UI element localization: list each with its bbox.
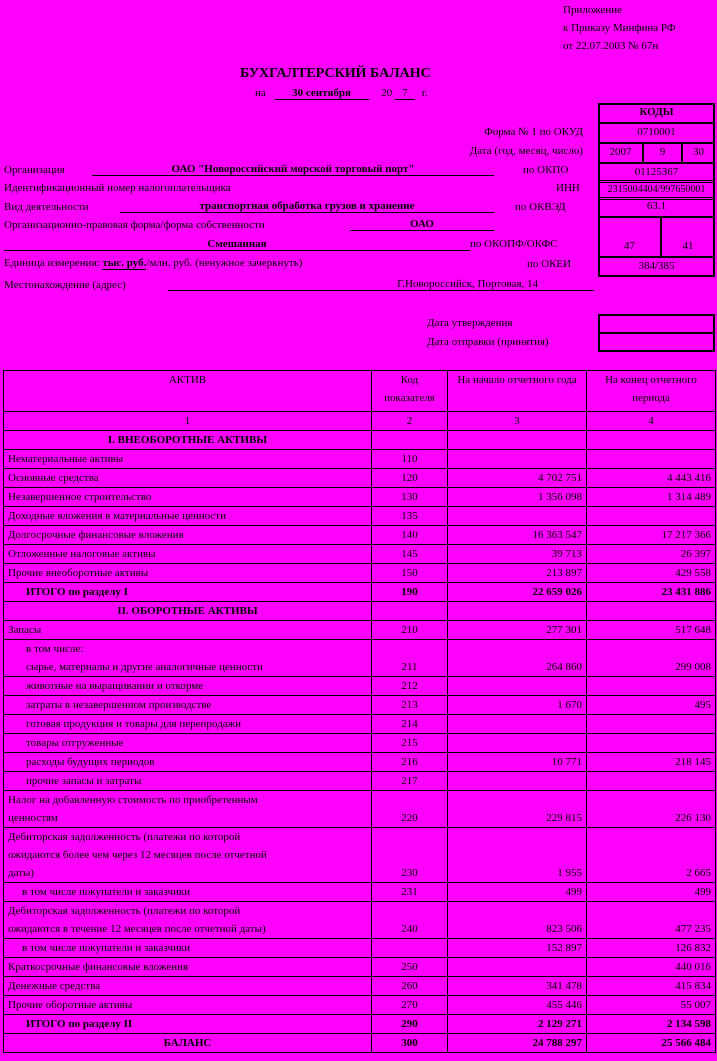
row-name-line: Налог на добавленную стоимость по приобретенным bbox=[8, 794, 258, 806]
row-code: 290 bbox=[372, 1015, 448, 1034]
sent-box bbox=[598, 332, 715, 352]
row-end-value: 2 134 598 bbox=[587, 1015, 716, 1034]
section-2-title: II. ОБОРОТНЫЕ АКТИВЫ bbox=[4, 602, 372, 621]
table-row bbox=[4, 1034, 716, 1053]
row-end-value bbox=[587, 507, 716, 526]
row-code bbox=[372, 939, 448, 958]
row-name-line: товары отгруженные bbox=[26, 737, 124, 749]
table-row bbox=[4, 545, 716, 564]
row-code: 190 bbox=[372, 583, 448, 602]
table-row bbox=[4, 564, 716, 583]
table-row bbox=[4, 791, 716, 828]
row-start-value: 16 363 547 bbox=[448, 526, 587, 545]
row-code: 270 bbox=[372, 996, 448, 1015]
row-name-line: готовая продукция и товары для перепродажи bbox=[26, 718, 242, 730]
colnum-2: 2 bbox=[372, 412, 448, 431]
colnum-3: 3 bbox=[448, 412, 587, 431]
table-row bbox=[4, 696, 716, 715]
approval-line-3: от 22.07.2003 № 67н bbox=[563, 40, 659, 52]
row-name-line: Нематериальные активы bbox=[8, 453, 124, 465]
okopf-label: по ОКОПФ/ОКФС bbox=[470, 238, 558, 250]
header-end: На конец отчетного периода bbox=[587, 371, 716, 412]
table-row bbox=[4, 939, 716, 958]
approval-line-2: к Приказу Минфина РФ bbox=[563, 22, 676, 34]
row-name bbox=[4, 902, 372, 939]
okfs-code: 41 bbox=[661, 217, 715, 257]
row-start-value bbox=[448, 677, 587, 696]
row-name bbox=[4, 883, 372, 902]
row-name bbox=[4, 488, 372, 507]
section-1-code bbox=[372, 431, 448, 450]
row-start-value: 1 670 bbox=[448, 696, 587, 715]
okpo-label: по ОКПО bbox=[523, 164, 569, 176]
row-code: 135 bbox=[372, 507, 448, 526]
row-end-value: 4 443 416 bbox=[587, 469, 716, 488]
row-name bbox=[4, 996, 372, 1015]
activity-label: Вид деятельности bbox=[4, 201, 89, 213]
row-start-value: 10 771 bbox=[448, 753, 587, 772]
row-name-line: Денежные средства bbox=[8, 980, 101, 992]
unit-label-post: /млн. руб. (ненужное зачеркнуть) bbox=[146, 257, 303, 269]
row-name-line: Основные средства bbox=[8, 472, 99, 484]
row-end-value bbox=[587, 677, 716, 696]
row-name bbox=[4, 1015, 372, 1034]
row-name-line: прочие запасы и затраты bbox=[26, 775, 142, 787]
table-row bbox=[4, 621, 716, 640]
unit-line bbox=[4, 257, 302, 269]
inn-label-long: Идентификационный номер налогоплательщика bbox=[4, 182, 231, 194]
report-year: 7 bbox=[395, 87, 415, 100]
row-name-line: БАЛАНС bbox=[163, 1037, 212, 1049]
header-start: На начало отчетного года bbox=[448, 371, 587, 412]
row-end-value: 25 566 484 bbox=[587, 1034, 716, 1053]
address-text: Г.Новороссийск, Портовая, 14 bbox=[397, 278, 538, 290]
row-start-value: 1 356 098 bbox=[448, 488, 587, 507]
row-start-value: 1 955 bbox=[448, 828, 587, 883]
row-start-value: 499 bbox=[448, 883, 587, 902]
table-row bbox=[4, 753, 716, 772]
okved-code: 63.1 bbox=[598, 197, 715, 217]
date-day-code: 30 bbox=[682, 143, 715, 163]
table-row bbox=[4, 677, 716, 696]
row-code: 250 bbox=[372, 958, 448, 977]
date-prefix: на bbox=[255, 87, 266, 99]
row-code: 211 bbox=[372, 640, 448, 677]
row-start-value bbox=[448, 450, 587, 469]
org-value: ОАО "Новороссийский морской торговый порт" bbox=[92, 163, 494, 176]
row-name-line: в том числе: bbox=[26, 643, 84, 655]
row-name-line: животные на выращивании и откорме bbox=[26, 680, 204, 692]
row-start-value: 277 301 bbox=[448, 621, 587, 640]
legal-form-label: Организационно-правовая форма/форма собственности bbox=[4, 219, 265, 231]
section-row bbox=[4, 602, 716, 621]
row-name-line: ожидаются более чем через 12 месяцев после отчетной bbox=[8, 849, 267, 861]
unit-label-pre: Единица измерения: bbox=[4, 257, 100, 269]
row-name-line: Прочие оборотные активы bbox=[8, 999, 133, 1011]
sent-label: Дата отправки (принятия) bbox=[427, 336, 549, 348]
row-code: 220 bbox=[372, 791, 448, 828]
okopf-code: 47 bbox=[598, 217, 661, 257]
section-row bbox=[4, 431, 716, 450]
section-2-start bbox=[448, 602, 587, 621]
table-row bbox=[4, 450, 716, 469]
row-name-line: Краткосрочные финансовые вложения bbox=[8, 961, 189, 973]
okei-code: 384/385 bbox=[598, 257, 715, 277]
row-end-value: 440 016 bbox=[587, 958, 716, 977]
colnum-row bbox=[4, 412, 716, 431]
row-name-line: даты) bbox=[8, 867, 35, 879]
row-end-value: 1 314 489 bbox=[587, 488, 716, 507]
approved-box bbox=[598, 314, 715, 334]
approval-line-1: Приложение bbox=[563, 4, 623, 16]
row-name-line: расходы будущих периодов bbox=[26, 756, 155, 768]
row-name bbox=[4, 772, 372, 791]
row-name-line: Прочие внеоборотные активы bbox=[8, 567, 149, 579]
row-name bbox=[4, 507, 372, 526]
year-suffix: г. bbox=[421, 87, 428, 99]
row-end-value: 218 145 bbox=[587, 753, 716, 772]
row-name-line: Доходные вложения в материальные ценности bbox=[8, 510, 226, 522]
row-start-value: 213 897 bbox=[448, 564, 587, 583]
date-month-code: 9 bbox=[643, 143, 682, 163]
table-row bbox=[4, 958, 716, 977]
row-end-value bbox=[587, 715, 716, 734]
table-row bbox=[4, 469, 716, 488]
row-end-value bbox=[587, 734, 716, 753]
report-date: 30 сентября bbox=[275, 87, 369, 100]
row-name bbox=[4, 734, 372, 753]
okud-code: 0710001 bbox=[598, 123, 715, 143]
approved-label: Дата утверждения bbox=[427, 317, 513, 329]
row-end-value: 26 397 bbox=[587, 545, 716, 564]
row-end-value: 17 217 366 bbox=[587, 526, 716, 545]
table-row bbox=[4, 996, 716, 1015]
row-start-value: 4 702 751 bbox=[448, 469, 587, 488]
row-name bbox=[4, 526, 372, 545]
row-name bbox=[4, 564, 372, 583]
okud-label: Форма № 1 по ОКУД bbox=[484, 126, 583, 138]
table-row bbox=[4, 977, 716, 996]
header-row bbox=[4, 371, 716, 412]
row-end-value: 415 834 bbox=[587, 977, 716, 996]
row-name-line: в том числе покупатели и заказчики bbox=[22, 942, 191, 954]
inn-code: 2315004404/997650001 bbox=[598, 180, 715, 200]
table-row bbox=[4, 640, 716, 677]
row-end-value: 499 bbox=[587, 883, 716, 902]
row-code: 214 bbox=[372, 715, 448, 734]
row-code: 210 bbox=[372, 621, 448, 640]
section-1-title: I. ВНЕОБОРОТНЫЕ АКТИВЫ bbox=[4, 431, 372, 450]
row-name bbox=[4, 791, 372, 828]
legal-form-value: ОАО bbox=[350, 218, 494, 231]
row-name-line: ожидаются в течение 12 месяцев после отчетной даты) bbox=[8, 923, 266, 935]
row-start-value: 2 129 271 bbox=[448, 1015, 587, 1034]
row-end-value: 517 648 bbox=[587, 621, 716, 640]
row-name bbox=[4, 450, 372, 469]
row-name-line: ценностям bbox=[8, 812, 58, 824]
row-code: 231 bbox=[372, 883, 448, 902]
row-code: 216 bbox=[372, 753, 448, 772]
row-start-value: 823 506 bbox=[448, 902, 587, 939]
row-name-line: Дебиторская задолженность (платежи по которой bbox=[8, 905, 241, 917]
row-start-value bbox=[448, 734, 587, 753]
table-row bbox=[4, 507, 716, 526]
row-name bbox=[4, 828, 372, 883]
row-name-line: Незавершенное строительство bbox=[8, 491, 152, 503]
row-start-value bbox=[448, 715, 587, 734]
row-name bbox=[4, 583, 372, 602]
row-code: 213 bbox=[372, 696, 448, 715]
table-row bbox=[4, 883, 716, 902]
row-name bbox=[4, 939, 372, 958]
row-start-value: 229 815 bbox=[448, 791, 587, 828]
row-start-value: 24 788 297 bbox=[448, 1034, 587, 1053]
table-row bbox=[4, 583, 716, 602]
row-end-value: 2 665 bbox=[587, 828, 716, 883]
row-name bbox=[4, 640, 372, 677]
table-row bbox=[4, 1015, 716, 1034]
row-end-value bbox=[587, 450, 716, 469]
table-row bbox=[4, 488, 716, 507]
row-end-value: 477 235 bbox=[587, 902, 716, 939]
date-year-code: 2007 bbox=[598, 143, 643, 163]
balance-table bbox=[3, 370, 716, 1053]
row-code: 150 bbox=[372, 564, 448, 583]
row-code: 110 bbox=[372, 450, 448, 469]
row-end-value: 429 558 bbox=[587, 564, 716, 583]
row-name-line: Отложенные налоговые активы bbox=[8, 548, 156, 560]
row-name bbox=[4, 545, 372, 564]
row-name bbox=[4, 715, 372, 734]
year-prefix: 20 bbox=[381, 87, 393, 99]
row-name bbox=[4, 621, 372, 640]
row-name bbox=[4, 958, 372, 977]
row-code: 215 bbox=[372, 734, 448, 753]
row-end-value: 495 bbox=[587, 696, 716, 715]
row-end-value: 126 832 bbox=[587, 939, 716, 958]
unit-value: тыс. руб. bbox=[102, 257, 147, 269]
okpo-code: 01125367 bbox=[598, 163, 715, 183]
row-name bbox=[4, 1034, 372, 1053]
table-row bbox=[4, 772, 716, 791]
date-line bbox=[255, 87, 428, 100]
section-1-start bbox=[448, 431, 587, 450]
row-end-value: 23 431 886 bbox=[587, 583, 716, 602]
row-name-line: ИТОГО по разделу I bbox=[26, 586, 128, 598]
row-start-value: 152 897 bbox=[448, 939, 587, 958]
row-name bbox=[4, 977, 372, 996]
row-end-value: 55 007 bbox=[587, 996, 716, 1015]
row-start-value: 22 659 026 bbox=[448, 583, 587, 602]
row-end-value bbox=[587, 772, 716, 791]
row-code: 212 bbox=[372, 677, 448, 696]
row-start-value bbox=[448, 507, 587, 526]
row-code: 260 bbox=[372, 977, 448, 996]
table-row bbox=[4, 734, 716, 753]
row-name-line: Запасы bbox=[8, 624, 42, 636]
table-row bbox=[4, 902, 716, 939]
activity-value: транспортная обработка грузов и хранение bbox=[120, 200, 494, 213]
row-code: 145 bbox=[372, 545, 448, 564]
row-code: 140 bbox=[372, 526, 448, 545]
row-name-line: Долгосрочные финансовые вложения bbox=[8, 529, 184, 541]
row-code: 230 bbox=[372, 828, 448, 883]
colnum-1: 1 bbox=[4, 412, 372, 431]
table-row bbox=[4, 526, 716, 545]
okei-label: по ОКЕИ bbox=[527, 258, 572, 270]
okved-label: по ОКВЭД bbox=[515, 201, 566, 213]
row-name bbox=[4, 696, 372, 715]
header-code: Код показателя bbox=[372, 371, 448, 412]
row-end-value: 226 130 bbox=[587, 791, 716, 828]
row-end-value: 299 008 bbox=[587, 640, 716, 677]
row-code: 217 bbox=[372, 772, 448, 791]
row-code: 120 bbox=[372, 469, 448, 488]
header-asset: АКТИВ bbox=[4, 371, 372, 412]
page-title: БУХГАЛТЕРСКИЙ БАЛАНС bbox=[240, 66, 431, 81]
section-2-end bbox=[587, 602, 716, 621]
address-value bbox=[168, 278, 594, 291]
row-name-line: в том числе покупатели и заказчики bbox=[22, 886, 191, 898]
date-label: Дата (год, месяц, число) bbox=[469, 145, 583, 157]
ownership-value: Смешанная bbox=[4, 238, 470, 251]
row-name-line: Дебиторская задолженность (платежи по которой bbox=[8, 831, 241, 843]
row-code: 240 bbox=[372, 902, 448, 939]
row-name bbox=[4, 753, 372, 772]
row-name-line: сырье, материалы и другие аналогичные ценности bbox=[26, 661, 263, 673]
row-name bbox=[4, 469, 372, 488]
row-code: 130 bbox=[372, 488, 448, 507]
row-name bbox=[4, 677, 372, 696]
row-start-value bbox=[448, 958, 587, 977]
table-row bbox=[4, 828, 716, 883]
address-label: Местонахождение (адрес) bbox=[4, 279, 126, 291]
colnum-4: 4 bbox=[587, 412, 716, 431]
table-row bbox=[4, 715, 716, 734]
org-label: Организация bbox=[4, 164, 65, 176]
row-name-line: затраты в незавершенном производстве bbox=[26, 699, 212, 711]
row-start-value: 39 713 bbox=[448, 545, 587, 564]
row-name-line: ИТОГО по разделу II bbox=[26, 1018, 133, 1030]
inn-label: ИНН bbox=[556, 182, 580, 194]
row-code: 300 bbox=[372, 1034, 448, 1053]
codes-header: КОДЫ bbox=[598, 103, 715, 123]
row-start-value bbox=[448, 772, 587, 791]
row-start-value: 341 478 bbox=[448, 977, 587, 996]
section-1-end bbox=[587, 431, 716, 450]
row-start-value: 264 860 bbox=[448, 640, 587, 677]
section-2-code bbox=[372, 602, 448, 621]
row-start-value: 455 446 bbox=[448, 996, 587, 1015]
